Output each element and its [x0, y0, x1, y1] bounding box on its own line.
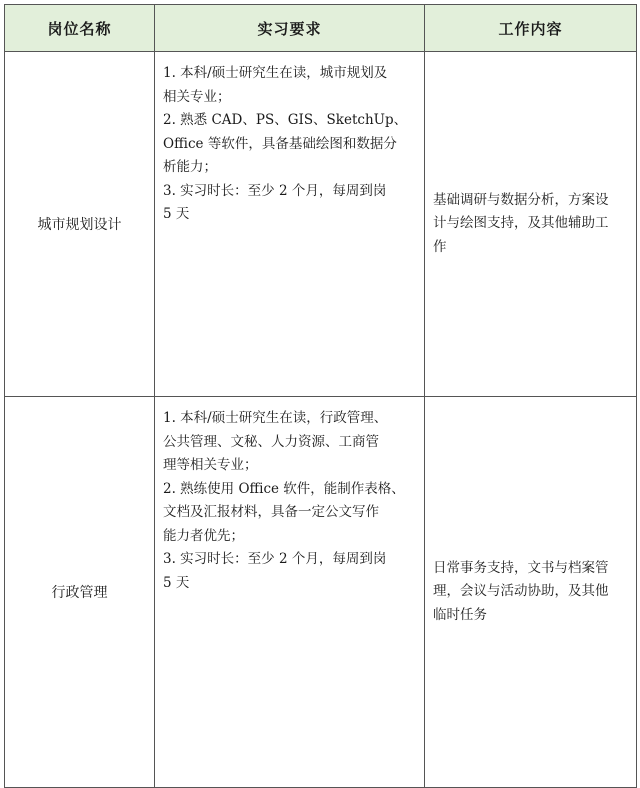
header-work-content: 工作内容	[425, 5, 637, 52]
requirements-cell	[155, 397, 425, 788]
requirement-line: Office 等软件，具备基础绘图和数据分	[163, 135, 397, 152]
internship-table	[4, 4, 637, 788]
table-header-row	[5, 5, 637, 52]
work-content-cell	[425, 52, 637, 397]
work-line: 临时任务	[433, 606, 487, 623]
requirement-line: 能力者优先；	[163, 527, 244, 544]
requirement-line: 2. 熟练使用 Office 软件，能制作表格、	[163, 480, 405, 497]
work-content-cell	[425, 397, 637, 788]
work-line: 理，会议与活动协助，及其他	[433, 583, 609, 600]
requirement-line: 理等相关专业；	[163, 457, 258, 473]
requirement-line: 相关专业；	[163, 88, 231, 105]
position-name-cell: 城市规划设计	[5, 52, 155, 397]
work-line: 基础调研与数据分析，方案设	[433, 191, 609, 208]
work-line: 计与绘图支持，及其他辅助工	[433, 215, 609, 232]
requirement-line: 5 天	[163, 574, 190, 591]
requirement-line: 5 天	[163, 206, 190, 222]
requirement-line: 1. 本科/硕士研究生在读，城市规划及	[163, 65, 388, 81]
table-row	[5, 52, 637, 397]
requirements-cell	[155, 52, 425, 397]
requirement-line: 文档及汇报材料，具备一定公文写作	[163, 504, 379, 520]
header-position-name: 岗位名称	[5, 5, 155, 52]
position-name-cell: 行政管理	[5, 397, 155, 788]
work-line: 日常事务支持，文书与档案管	[433, 559, 609, 576]
work-line: 作	[433, 238, 447, 255]
table-row	[5, 397, 637, 788]
requirement-line: 3. 实习时长：至少 2 个月，每周到岗	[163, 551, 387, 567]
requirement-line: 3. 实习时长：至少 2 个月，每周到岗	[163, 182, 387, 199]
requirement-line: 1. 本科/硕士研究生在读，行政管理、	[163, 410, 388, 426]
requirement-line: 2. 熟悉 CAD、PS、GIS、SketchUp、	[163, 112, 408, 128]
requirement-line: 析能力；	[163, 159, 217, 175]
requirement-line: 公共管理、文秘、人力资源、工商管	[163, 433, 379, 450]
header-requirements: 实习要求	[155, 5, 425, 52]
